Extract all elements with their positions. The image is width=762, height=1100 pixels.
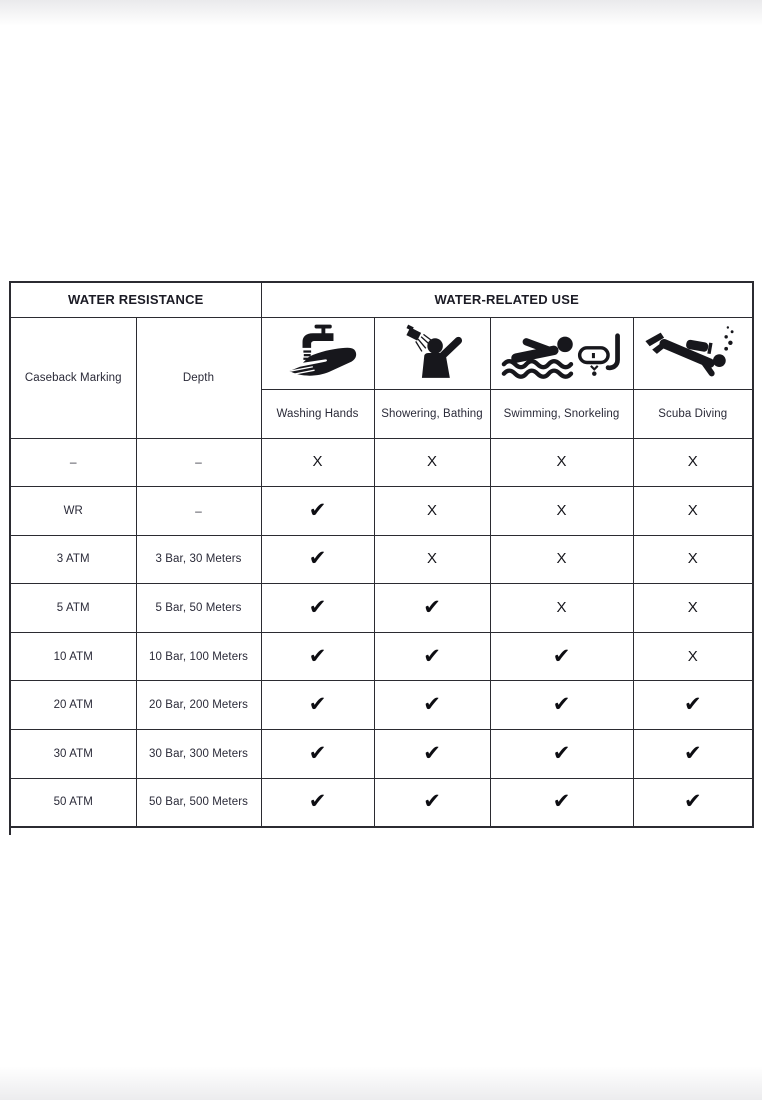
table-left-border-stub <box>9 826 11 835</box>
use-mark-cell: X <box>490 487 633 536</box>
table-row <box>10 778 753 827</box>
table-group-header-row <box>10 282 753 317</box>
scuba-diving-label: Scuba Diving <box>633 389 753 438</box>
icon-row <box>10 317 753 389</box>
use-mark-cell: ✔ <box>374 632 490 681</box>
use-mark-cell: ✔ <box>261 487 374 536</box>
depth-value: – <box>136 487 261 536</box>
use-mark-cell: ✔ <box>490 730 633 779</box>
use-mark-cell: ✔ <box>374 778 490 827</box>
depth-value: 10 Bar, 100 Meters <box>136 632 261 681</box>
table-row <box>10 730 753 779</box>
showering-icon <box>375 322 490 384</box>
top-haze-artifact <box>0 0 762 26</box>
depth-value: 50 Bar, 500 Meters <box>136 778 261 827</box>
table-row <box>10 535 753 584</box>
use-mark-cell: ✔ <box>261 632 374 681</box>
caseback-marking-value: 5 ATM <box>10 584 136 633</box>
showering-bathing-label: Showering, Bathing <box>374 389 490 438</box>
water-related-use-header: WATER-RELATED USE <box>261 282 753 317</box>
caseback-marking-value: 3 ATM <box>10 535 136 584</box>
use-mark-cell: ✔ <box>633 730 753 779</box>
use-mark-cell: ✔ <box>261 535 374 584</box>
table-row <box>10 487 753 536</box>
use-mark-cell: X <box>374 487 490 536</box>
depth-column-header: Depth <box>136 317 261 438</box>
depth-value: 3 Bar, 30 Meters <box>136 535 261 584</box>
use-mark-cell: ✔ <box>374 730 490 779</box>
washing-hands-icon-cell <box>261 317 374 389</box>
washing-hands-icon <box>262 322 374 384</box>
scuba-diving-icon <box>634 322 753 384</box>
table-row <box>10 681 753 730</box>
scuba-diving-icon-cell <box>633 317 753 389</box>
caseback-marking-value: 10 ATM <box>10 632 136 681</box>
water-resistance-header: WATER RESISTANCE <box>10 282 261 317</box>
table-row <box>10 438 753 487</box>
use-mark-cell: X <box>490 584 633 633</box>
depth-value: 20 Bar, 200 Meters <box>136 681 261 730</box>
use-mark-cell: ✔ <box>261 584 374 633</box>
use-mark-cell: X <box>633 487 753 536</box>
caseback-marking-value: 50 ATM <box>10 778 136 827</box>
use-mark-cell: X <box>490 535 633 584</box>
caseback-marking-value: 30 ATM <box>10 730 136 779</box>
depth-value: 30 Bar, 300 Meters <box>136 730 261 779</box>
water-resistance-table <box>9 281 754 828</box>
use-mark-cell: X <box>633 535 753 584</box>
use-mark-cell: X <box>633 632 753 681</box>
swimming-snorkeling-label: Swimming, Snorkeling <box>490 389 633 438</box>
use-mark-cell: ✔ <box>633 778 753 827</box>
washing-hands-label: Washing Hands <box>261 389 374 438</box>
table-row <box>10 584 753 633</box>
use-mark-cell: X <box>633 438 753 487</box>
showering-icon-cell <box>374 317 490 389</box>
bottom-haze-artifact <box>0 1066 762 1100</box>
use-mark-cell: ✔ <box>374 681 490 730</box>
use-mark-cell: X <box>261 438 374 487</box>
use-mark-cell: ✔ <box>261 778 374 827</box>
use-mark-cell: ✔ <box>374 584 490 633</box>
table-row <box>10 632 753 681</box>
use-mark-cell: ✔ <box>490 778 633 827</box>
depth-value: – <box>136 438 261 487</box>
use-mark-cell: X <box>374 535 490 584</box>
use-mark-cell: ✔ <box>633 681 753 730</box>
use-mark-cell: X <box>633 584 753 633</box>
swimming-snorkeling-icon-cell <box>490 317 633 389</box>
use-mark-cell: ✔ <box>490 681 633 730</box>
caseback-marking-column-header: Caseback Marking <box>10 317 136 438</box>
depth-value: 5 Bar, 50 Meters <box>136 584 261 633</box>
use-mark-cell: ✔ <box>490 632 633 681</box>
use-mark-cell: X <box>374 438 490 487</box>
caseback-marking-value: 20 ATM <box>10 681 136 730</box>
use-mark-cell: X <box>490 438 633 487</box>
use-mark-cell: ✔ <box>261 681 374 730</box>
caseback-marking-value: – <box>10 438 136 487</box>
caseback-marking-value: WR <box>10 487 136 536</box>
swimming-snorkeling-icon <box>491 322 633 384</box>
use-mark-cell: ✔ <box>261 730 374 779</box>
